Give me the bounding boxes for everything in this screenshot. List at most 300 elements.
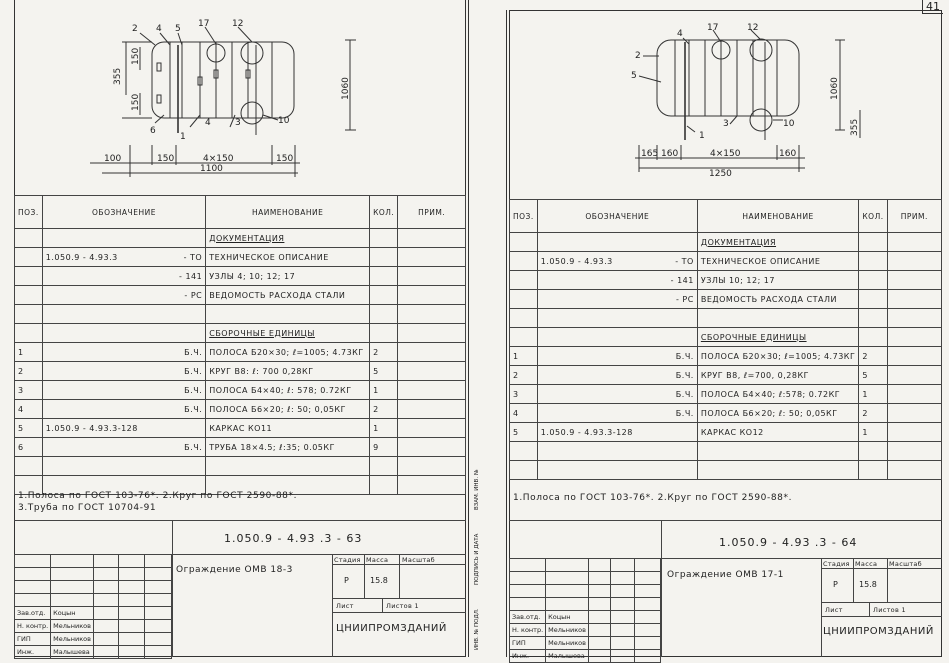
signature-cell <box>546 598 589 611</box>
signature-row <box>510 572 661 585</box>
signature-cell <box>588 637 610 650</box>
spec-cell-designation <box>42 400 205 419</box>
spec-cell-name: ДОКУМЕНТАЦИЯ <box>206 229 370 248</box>
spec-row <box>15 248 466 267</box>
spec-cell-name: УЗЛЫ 10; 12; 17 <box>697 271 859 290</box>
signature-cell <box>611 585 635 598</box>
spec-row <box>510 290 942 309</box>
signature-name: Мельников <box>51 633 94 646</box>
sheet-left <box>0 0 467 657</box>
spec-cell-designation <box>42 229 205 248</box>
spec-designation-code: 1.050.9 - 4.93.3 <box>45 252 118 262</box>
spec-designation-suffix: Б.Ч. <box>184 404 203 414</box>
spec-row <box>15 419 466 438</box>
spec-designation-suffix: - РС <box>184 290 203 300</box>
spec-header-row <box>15 196 466 229</box>
spec-designation-suffix: Б.Ч. <box>675 370 694 380</box>
spec-cell-pos: 4 <box>15 400 43 419</box>
spec-cell-name: ПОЛОСА Б20×30; ℓ=1005; 4.73КГ <box>206 343 370 362</box>
spec-cell-name: ВЕДОМОСТЬ РАСХОДА СТАЛИ <box>206 286 370 305</box>
spec-cell-qty <box>370 286 398 305</box>
spec-cell-pos: 2 <box>510 366 538 385</box>
signature-cell <box>93 607 118 620</box>
spec-cell-designation <box>42 324 205 343</box>
signature-cell <box>93 555 118 568</box>
spec-table-left <box>14 195 466 495</box>
spec-cell-pos: 1 <box>15 343 43 362</box>
mass-label-right: Масса <box>855 560 878 568</box>
signature-cell <box>15 594 51 607</box>
spec-cell-qty <box>370 457 398 476</box>
signature-cell <box>546 572 589 585</box>
spec-row <box>15 457 466 476</box>
signature-cell <box>93 581 118 594</box>
spec-row <box>15 400 466 419</box>
dim-left-1100: 1100 <box>200 164 223 174</box>
signature-row <box>510 650 661 663</box>
spec-row <box>510 233 942 252</box>
signature-cell <box>51 568 94 581</box>
side-stamp-3: ИНВ. № ПОДЛ. <box>474 608 480 650</box>
spec-cell-qty <box>859 290 887 309</box>
spec-row <box>15 267 466 286</box>
spec-cell-qty <box>370 305 398 324</box>
sheets-label-right: Листов 1 <box>873 606 906 614</box>
signature-row <box>15 581 172 594</box>
signature-role: Н. контр. <box>15 620 51 633</box>
spec-designation-suffix: Б.Ч. <box>675 351 694 361</box>
spec-cell-note <box>398 476 466 495</box>
spec-cell-name: ПОЛОСА Б20×30; ℓ=1005; 4.73КГ <box>697 347 859 366</box>
spec-cell-designation <box>42 457 205 476</box>
spec-designation-suffix: - ТО <box>183 252 203 262</box>
callout-left-4: 4 <box>156 24 162 34</box>
signature-cell <box>51 594 94 607</box>
spec-cell-pos <box>510 252 538 271</box>
title-block-right <box>509 520 942 660</box>
callout-left-12: 12 <box>232 19 244 29</box>
org-right: ЦНИИПРОМЗДАНИЙ <box>823 626 934 637</box>
spec-cell-designation <box>42 381 205 400</box>
dim-left-150v2: 150 <box>131 93 141 111</box>
spec-cell-pos <box>510 461 538 480</box>
signature-row <box>510 611 661 624</box>
dim-left-150a: 150 <box>157 154 175 164</box>
spec-cell-qty: 1 <box>859 385 887 404</box>
spec-cell-note <box>887 271 941 290</box>
spec-cell-name: СБОРОЧНЫЕ ЕДИНИЦЫ <box>206 324 370 343</box>
spec-row <box>15 343 466 362</box>
signature-cell <box>510 598 546 611</box>
stage-label-right: Стадия <box>823 560 850 568</box>
dim-left-1060: 1060 <box>341 77 351 100</box>
spec-cell-note <box>887 423 941 442</box>
spec-designation-suffix: Б.Ч. <box>184 442 203 452</box>
signature-role: Зав.отд. <box>15 607 51 620</box>
dim-left-150b: 150 <box>276 154 294 164</box>
spec-cell-qty: 2 <box>859 404 887 423</box>
spec-cell-pos: 2 <box>15 362 43 381</box>
spec-cell-note <box>887 366 941 385</box>
spec-header-note: ПРИМ. <box>398 196 466 229</box>
scale-label-left: Масштаб <box>402 556 435 564</box>
signature-cell <box>51 555 94 568</box>
callout-right-5: 5 <box>631 71 637 81</box>
spec-cell-pos <box>510 328 538 347</box>
callout-right-10: 10 <box>783 119 795 129</box>
signature-cell <box>611 611 635 624</box>
signature-cell <box>15 568 51 581</box>
callout-left-6: 6 <box>150 126 156 136</box>
signature-cell <box>588 598 610 611</box>
spec-cell-qty: 9 <box>370 438 398 457</box>
spec-cell-designation <box>42 343 205 362</box>
spec-cell-qty <box>859 309 887 328</box>
spec-header-row <box>510 200 942 233</box>
spec-row <box>15 362 466 381</box>
spec-cell-note <box>887 442 941 461</box>
spec-cell-name <box>697 309 859 328</box>
callout-right-3: 3 <box>723 119 729 129</box>
spec-cell-note <box>398 305 466 324</box>
spec-cell-note <box>398 362 466 381</box>
callout-right-1: 1 <box>699 131 705 141</box>
spec-cell-note <box>398 343 466 362</box>
spec-cell-qty <box>370 476 398 495</box>
dim-left-150v1: 150 <box>131 47 141 65</box>
spec-cell-name: КРУГ В8, ℓ=700, 0,28КГ <box>697 366 859 385</box>
sheet-divider <box>468 0 469 657</box>
side-stamp <box>472 460 500 660</box>
mass-value-right: 15.8 <box>859 580 877 589</box>
signature-name: Мельников <box>51 620 94 633</box>
spec-cell-pos <box>15 229 43 248</box>
signatures-right <box>509 558 661 663</box>
spec-row <box>15 324 466 343</box>
signature-row <box>510 624 661 637</box>
signature-cell <box>635 637 661 650</box>
signature-cell <box>118 607 145 620</box>
spec-cell-qty: 1 <box>859 423 887 442</box>
spec-cell-designation <box>42 267 205 286</box>
callout-left-4b: 4 <box>205 118 211 128</box>
callout-left-2: 2 <box>132 24 138 34</box>
spec-cell-designation <box>537 309 697 328</box>
signature-cell <box>145 568 172 581</box>
spec-cell-note <box>398 457 466 476</box>
spec-cell-note <box>887 347 941 366</box>
spec-cell-name: ПОЛОСА Б6×20; ℓ: 50; 0,05КГ <box>697 404 859 423</box>
spec-cell-designation <box>537 271 697 290</box>
signature-role: Инж. <box>510 650 546 663</box>
spec-cell-qty <box>859 233 887 252</box>
spec-cell-qty <box>370 324 398 343</box>
signature-cell <box>15 581 51 594</box>
sheets-label-left: Листов 1 <box>386 602 419 610</box>
signature-cell <box>546 559 589 572</box>
spec-header-designation: ОБОЗНАЧЕНИЕ <box>42 196 205 229</box>
signature-cell <box>510 559 546 572</box>
spec-cell-designation <box>42 286 205 305</box>
title-block-left <box>14 520 466 657</box>
doc-code-right: 1.050.9 - 4.93 .3 - 64 <box>719 536 858 549</box>
callout-right-2: 2 <box>635 51 641 61</box>
callout-left-5: 5 <box>175 24 181 34</box>
spec-cell-pos <box>15 248 43 267</box>
spec-cell-pos <box>15 305 43 324</box>
mass-value-left: 15.8 <box>370 576 388 585</box>
spec-header-pos: ПОЗ. <box>510 200 538 233</box>
signature-row <box>15 594 172 607</box>
spec-designation-suffix: - ТО <box>675 256 694 266</box>
dim-right-1250: 1250 <box>709 169 732 179</box>
spec-row <box>510 404 942 423</box>
signature-role: Зав.отд. <box>510 611 546 624</box>
spec-cell-designation <box>42 438 205 457</box>
callout-left-3: 3 <box>235 118 241 128</box>
spec-cell-pos <box>15 324 43 343</box>
spec-row <box>510 442 942 461</box>
dim-right-160a: 160 <box>661 149 679 159</box>
note-right-1: 1.Полоса по ГОСТ 103-76*. 2.Круг по ГОСТ 2590-88*. <box>513 493 793 503</box>
signature-cell <box>635 598 661 611</box>
spec-cell-qty <box>859 461 887 480</box>
spec-cell-pos: 5 <box>15 419 43 438</box>
signature-cell <box>588 572 610 585</box>
spec-cell-note <box>398 381 466 400</box>
notes-right <box>513 492 792 504</box>
spec-cell-qty: 5 <box>859 366 887 385</box>
spec-cell-name: КАРКАС КО12 <box>697 423 859 442</box>
spec-cell-pos: 1 <box>510 347 538 366</box>
signature-cell <box>588 650 610 663</box>
spec-row <box>15 229 466 248</box>
spec-cell-name: ВЕДОМОСТЬ РАСХОДА СТАЛИ <box>697 290 859 309</box>
spec-cell-pos: 3 <box>15 381 43 400</box>
signature-cell <box>611 650 635 663</box>
signature-cell <box>118 568 145 581</box>
dim-right-355: 355 <box>850 118 860 136</box>
spec-designation-suffix: Б.Ч. <box>184 366 203 376</box>
spec-cell-pos: 4 <box>510 404 538 423</box>
spec-cell-note <box>887 328 941 347</box>
signature-cell <box>145 607 172 620</box>
spec-cell-designation <box>537 347 697 366</box>
spec-cell-designation <box>537 385 697 404</box>
dim-right-4x150: 4×150 <box>710 149 741 159</box>
spec-cell-designation <box>537 290 697 309</box>
spec-header-qty: КОЛ. <box>370 196 398 229</box>
callout-right-17: 17 <box>707 23 719 33</box>
spec-designation-suffix: Б.Ч. <box>675 408 694 418</box>
spec-cell-name: ПОЛОСА Б4×40; ℓ: 578; 0.72КГ <box>206 381 370 400</box>
spec-cell-name: ТРУБА 18×4.5; ℓ:35; 0.05КГ <box>206 438 370 457</box>
spec-cell-note <box>398 229 466 248</box>
callout-right-4: 4 <box>677 29 683 39</box>
spec-row <box>510 366 942 385</box>
callout-left-10: 10 <box>278 116 290 126</box>
signature-cell <box>118 581 145 594</box>
spec-designation-suffix: - 141 <box>179 271 203 281</box>
spec-cell-qty <box>370 267 398 286</box>
signature-row <box>510 598 661 611</box>
spec-designation-code: 1.050.9 - 4.93.3-128 <box>45 423 138 433</box>
drawing-left <box>60 15 450 190</box>
spec-cell-note <box>398 400 466 419</box>
spec-cell-designation <box>537 328 697 347</box>
signature-cell <box>510 572 546 585</box>
title-name-left: Ограждение ОМВ 18-3 <box>176 565 293 575</box>
signature-cell <box>588 611 610 624</box>
signature-cell <box>93 568 118 581</box>
signature-cell <box>611 598 635 611</box>
spec-designation-suffix: Б.Ч. <box>675 389 694 399</box>
spec-cell-designation <box>537 423 697 442</box>
callout-right-12: 12 <box>747 23 759 33</box>
spec-designation-suffix: - 141 <box>670 275 694 285</box>
spec-cell-designation <box>537 442 697 461</box>
spec-cell-pos <box>15 457 43 476</box>
page-number: 41 <box>922 0 943 14</box>
notes-left <box>18 490 297 514</box>
signature-cell <box>93 594 118 607</box>
signature-cell <box>635 585 661 598</box>
callout-left-17: 17 <box>198 19 210 29</box>
spec-cell-name <box>206 305 370 324</box>
signature-cell <box>611 559 635 572</box>
signature-cell <box>93 620 118 633</box>
spec-cell-designation <box>537 366 697 385</box>
spec-cell-qty: 2 <box>370 343 398 362</box>
spec-cell-designation <box>42 419 205 438</box>
spec-header-pos: ПОЗ. <box>15 196 43 229</box>
spec-cell-designation <box>537 461 697 480</box>
spec-designation-suffix: Б.Ч. <box>184 385 203 395</box>
title-name-right: Ограждение ОМВ 17-1 <box>667 570 784 580</box>
stage-label-left: Стадия <box>334 556 361 564</box>
signature-role: ГИП <box>15 633 51 646</box>
spec-cell-note <box>398 286 466 305</box>
signature-cell <box>145 633 172 646</box>
spec-cell-note <box>398 324 466 343</box>
signature-cell <box>118 594 145 607</box>
drawing-right <box>615 20 935 190</box>
spec-cell-note <box>887 290 941 309</box>
spec-cell-note <box>398 438 466 457</box>
spec-row <box>510 252 942 271</box>
dim-right-1060: 1060 <box>830 77 840 100</box>
signature-cell <box>546 585 589 598</box>
signature-row <box>510 559 661 572</box>
note-left-1: 1.Полоса по ГОСТ 103-76*. 2.Круг по ГОСТ 2590-88*. <box>18 491 298 501</box>
spec-cell-note <box>887 404 941 423</box>
spec-cell-note <box>887 385 941 404</box>
org-left: ЦНИИПРОМЗДАНИЙ <box>336 623 447 634</box>
signature-row <box>510 637 661 650</box>
spec-cell-qty <box>859 442 887 461</box>
spec-cell-pos <box>15 286 43 305</box>
signature-role: ГИП <box>510 637 546 650</box>
spec-cell-note <box>887 233 941 252</box>
mass-label-left: Масса <box>366 556 389 564</box>
spec-cell-name: КРУГ В8: ℓ: 700 0,28КГ <box>206 362 370 381</box>
spec-cell-pos <box>15 267 43 286</box>
sheet-label-right: Лист <box>825 606 843 614</box>
spec-cell-designation <box>537 252 697 271</box>
spec-cell-note <box>887 309 941 328</box>
side-stamp-2: ПОДПИСЬ И ДАТА <box>474 533 480 585</box>
scale-label-right: Масштаб <box>889 560 922 568</box>
spec-cell-qty: 1 <box>370 419 398 438</box>
signature-name: Мельников <box>546 624 589 637</box>
spec-cell-qty <box>859 271 887 290</box>
spec-cell-pos <box>510 442 538 461</box>
signature-cell <box>635 650 661 663</box>
signature-cell <box>635 559 661 572</box>
spec-cell-name: ПОЛОСА Б6×20; ℓ: 50; 0,05КГ <box>206 400 370 419</box>
spec-cell-qty: 5 <box>370 362 398 381</box>
spec-row <box>15 381 466 400</box>
spec-cell-qty <box>370 229 398 248</box>
spec-designation-suffix: Б.Ч. <box>184 347 203 357</box>
sheet-right <box>505 0 942 660</box>
spec-cell-designation <box>537 233 697 252</box>
signature-cell <box>588 559 610 572</box>
signature-row <box>15 607 172 620</box>
spec-cell-name: ТЕХНИЧЕСКОЕ ОПИСАНИЕ <box>697 252 859 271</box>
spec-cell-name: КАРКАС КО11 <box>206 419 370 438</box>
spec-cell-name: ДОКУМЕНТАЦИЯ <box>697 233 859 252</box>
signature-name: Мельников <box>546 637 589 650</box>
spec-cell-name: СБОРОЧНЫЕ ЕДИНИЦЫ <box>697 328 859 347</box>
spec-header-qty: КОЛ. <box>859 200 887 233</box>
signature-cell <box>510 585 546 598</box>
spec-header-name: НАИМЕНОВАНИЕ <box>206 196 370 229</box>
spec-header-name: НАИМЕНОВАНИЕ <box>697 200 859 233</box>
note-left-2: 3.Труба по ГОСТ 10704-91 <box>18 503 157 513</box>
spec-row <box>15 286 466 305</box>
side-stamp-1: ВЗАМ. ИНВ. № <box>474 469 480 510</box>
spec-cell-pos <box>510 233 538 252</box>
signature-role: Инж. <box>15 646 51 659</box>
dim-left-4x150: 4×150 <box>203 154 234 164</box>
spec-cell-pos: 6 <box>15 438 43 457</box>
signature-cell <box>118 555 145 568</box>
signature-cell <box>145 620 172 633</box>
spec-cell-qty <box>859 328 887 347</box>
signature-row <box>15 568 172 581</box>
spec-cell-name: УЗЛЫ 4; 10; 12; 17 <box>206 267 370 286</box>
spec-row <box>15 438 466 457</box>
signature-row <box>510 585 661 598</box>
spec-cell-qty <box>859 252 887 271</box>
spec-row <box>510 385 942 404</box>
spec-row <box>510 328 942 347</box>
spec-cell-pos <box>510 271 538 290</box>
spec-cell-qty <box>370 248 398 267</box>
signature-cell <box>611 637 635 650</box>
stage-value-right: Р <box>833 580 838 589</box>
spec-cell-pos: 3 <box>510 385 538 404</box>
signature-cell <box>145 594 172 607</box>
signature-cell <box>145 555 172 568</box>
signature-cell <box>118 633 145 646</box>
signature-cell <box>93 633 118 646</box>
spec-row <box>510 461 942 480</box>
signatures-left <box>14 554 172 659</box>
spec-cell-designation <box>42 362 205 381</box>
spec-row <box>15 305 466 324</box>
